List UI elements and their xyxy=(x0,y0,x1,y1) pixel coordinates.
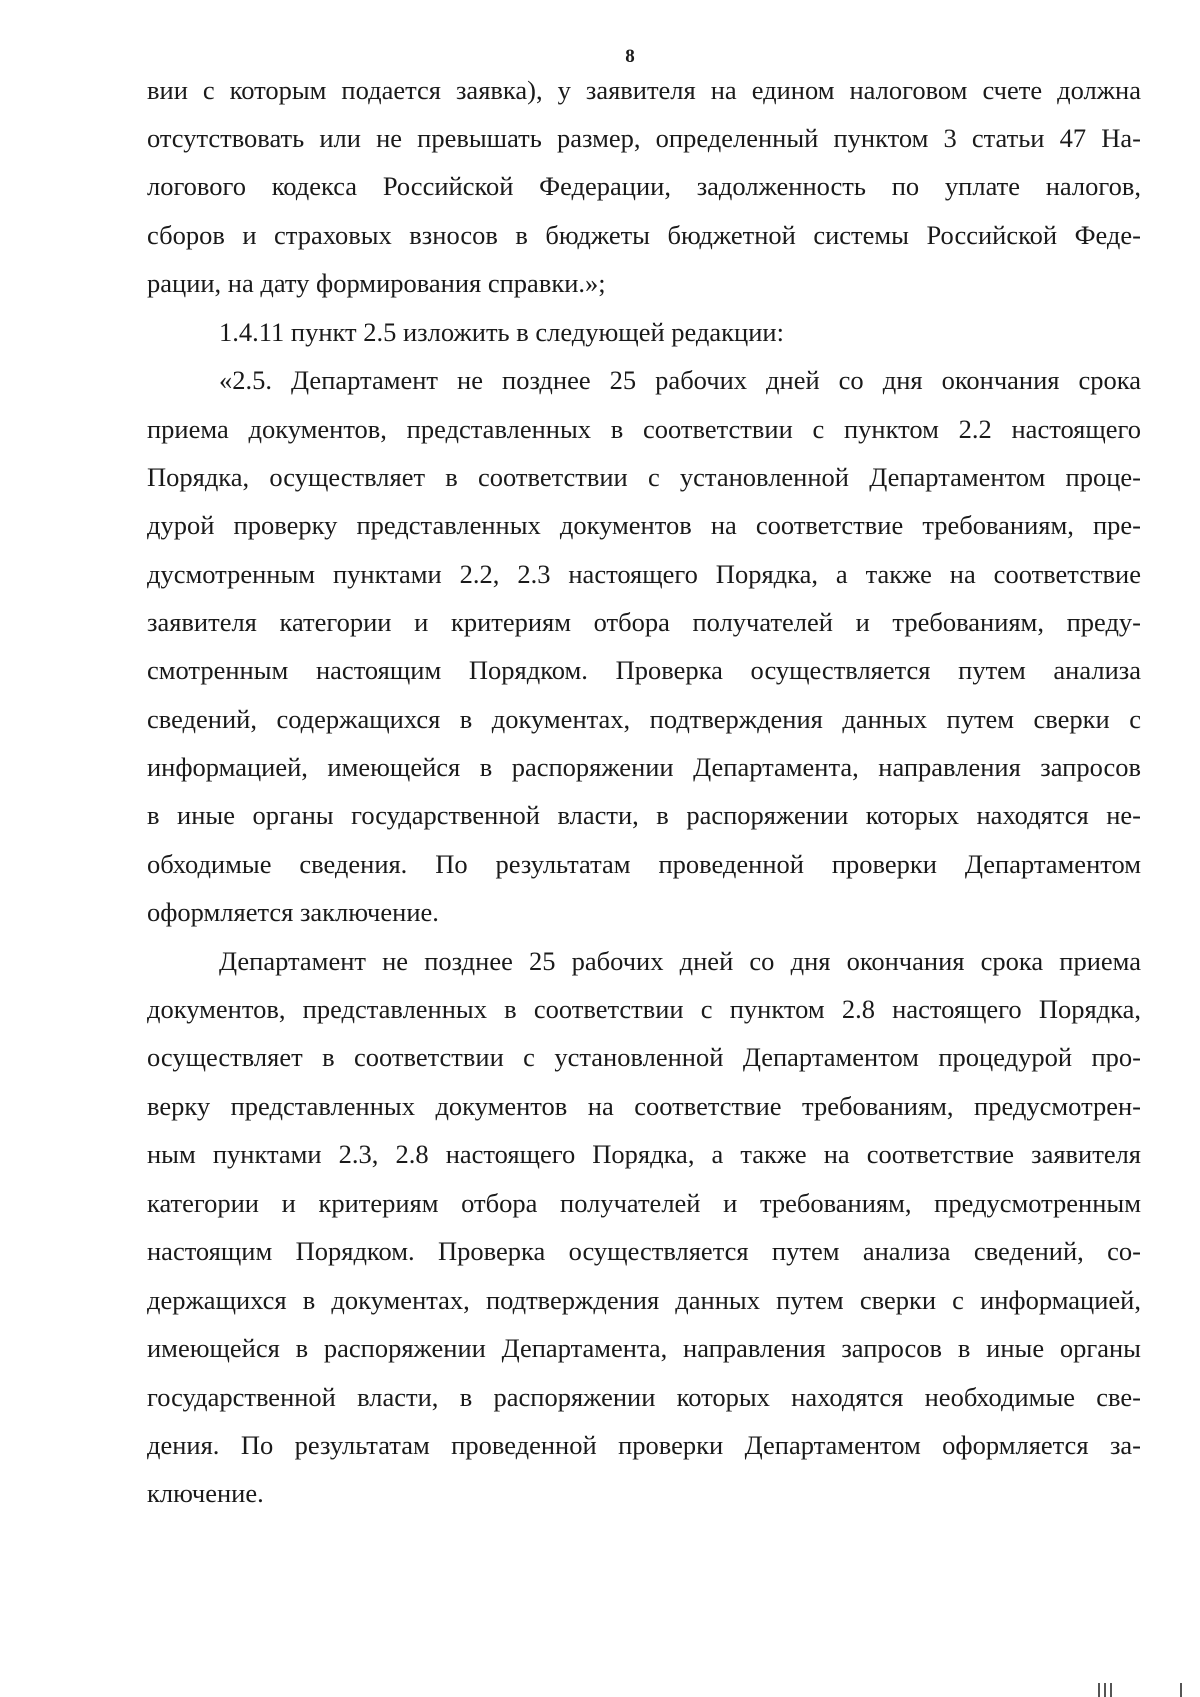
text-line: 1.4.11 пункт 2.5 изложить в следующей редакции: xyxy=(219,317,784,347)
scan-mark xyxy=(1180,1683,1182,1697)
text-line: сборов и страховых взносов в бюджеты бюджетной системы Российской Феде- xyxy=(147,220,1141,250)
text-line: приема документов, представленных в соответствии с пунктом 2.2 настоящего xyxy=(147,414,1141,444)
page-number: 8 xyxy=(625,46,635,67)
text-line: заявителя категории и критериям отбора получателей и требованиям, преду- xyxy=(147,607,1141,637)
text-line: оформляется заключение. xyxy=(147,897,439,927)
scan-mark xyxy=(1098,1683,1100,1697)
text-line: «2.5. Департамент не позднее 25 рабочих дней со дня окончания срока xyxy=(219,365,1141,395)
text-line: рации, на дату формирования справки.»; xyxy=(147,268,606,298)
text-line: Департамент не позднее 25 рабочих дней со дня окончания срока приема xyxy=(219,946,1141,976)
text-line: логового кодекса Российской Федерации, задолженность по уплате налогов, xyxy=(147,171,1141,201)
text-line: обходимые сведения. По результатам проведенной проверки Департаментом xyxy=(147,849,1141,879)
text-line: государственной власти, в распоряжении которых находятся необходимые све- xyxy=(147,1382,1141,1412)
text-line: ным пунктами 2.3, 2.8 настоящего Порядка, а также на соответствие заявителя xyxy=(147,1139,1141,1169)
text-line: держащихся в документах, подтверждения данных путем сверки с информацией, xyxy=(147,1285,1141,1315)
text-line: информацией, имеющейся в распоряжении Департамента, направления запросов xyxy=(147,752,1141,782)
text-line: настоящим Порядком. Проверка осуществляется путем анализа сведений, со- xyxy=(147,1236,1141,1266)
text-line: в иные органы государственной власти, в распоряжении которых находятся не- xyxy=(147,800,1141,830)
text-line: дения. По результатам проведенной проверки Департаментом оформляется за- xyxy=(147,1430,1141,1460)
scan-mark xyxy=(1110,1683,1112,1697)
text-line: осуществляет в соответствии с установленной Департаментом процедурой про- xyxy=(147,1042,1141,1072)
text-line: отсутствовать или не превышать размер, определенный пунктом 3 статьи 47 На- xyxy=(147,123,1141,153)
text-line: смотренным настоящим Порядком. Проверка осуществляется путем анализа xyxy=(147,655,1141,685)
text-line: документов, представленных в соответствии с пунктом 2.8 настоящего Порядка, xyxy=(147,994,1141,1024)
text-line: верку представленных документов на соответствие требованиям, предусмотрен- xyxy=(147,1091,1141,1121)
text-line: ключение. xyxy=(147,1478,264,1508)
text-line: дусмотренным пунктами 2.2, 2.3 настоящего Порядка, а также на соответствие xyxy=(147,559,1141,589)
text-line: вии с которым подается заявка), у заявителя на едином налоговом счете должна xyxy=(147,75,1141,105)
text-line: имеющейся в распоряжении Департамента, направления запросов в иные органы xyxy=(147,1333,1141,1363)
text-line: категории и критериям отбора получателей и требованиям, предусмотренным xyxy=(147,1188,1141,1218)
text-line: дурой проверку представленных документов на соответствие требованиям, пре- xyxy=(147,510,1141,540)
text-line: Порядка, осуществляет в соответствии с установленной Департаментом проце- xyxy=(147,462,1141,492)
scan-mark xyxy=(1104,1683,1106,1697)
text-line: сведений, содержащихся в документах, подтверждения данных путем сверки с xyxy=(147,704,1141,734)
